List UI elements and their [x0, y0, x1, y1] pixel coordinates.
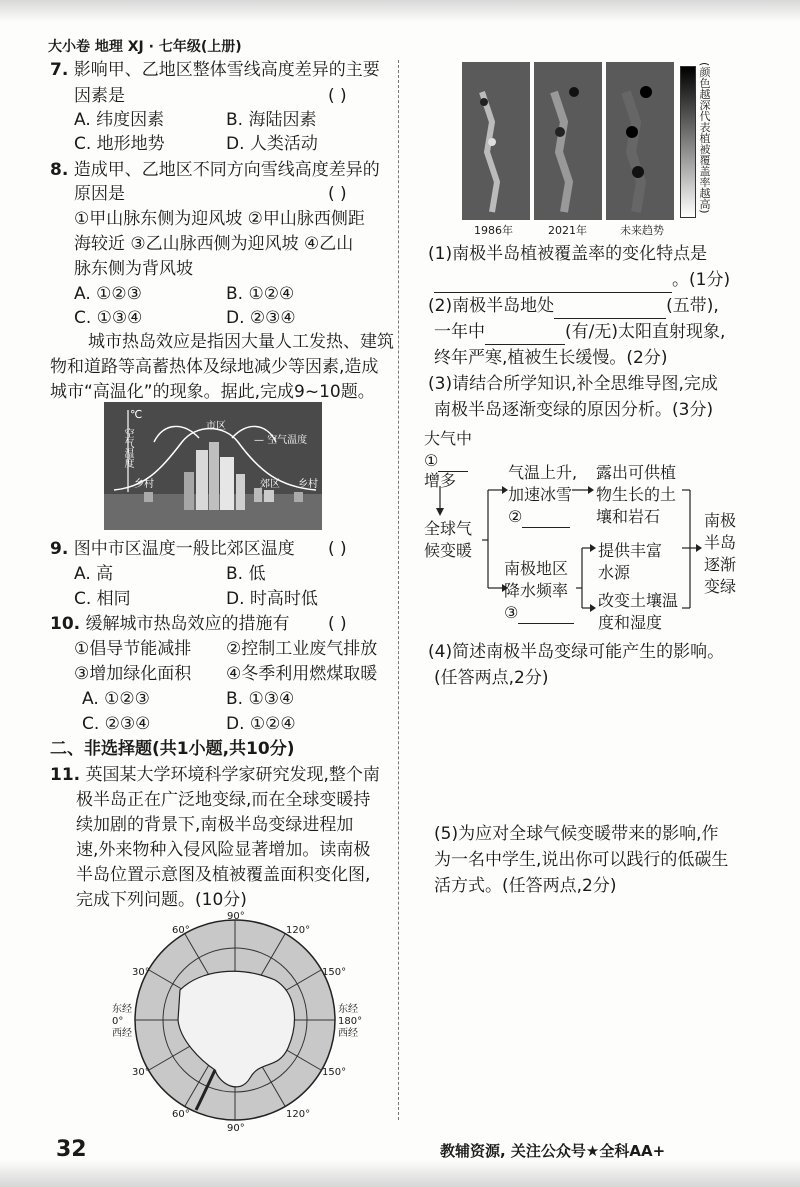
part2-zone-blank[interactable] [554, 300, 666, 319]
q8-option-d[interactable]: D. ②③④ [226, 308, 296, 328]
map-lon-120-bottom-right: 120° [286, 1109, 311, 1120]
q11-part3-line1: (3)请结合所学知识,补全思维导图,完成 [428, 374, 718, 394]
q8-line1: 8. 造成甲、乙地区不同方向雪线高度差异的 [50, 160, 380, 180]
flow-blank-1: ① [424, 450, 468, 472]
flow-answer-blank-2[interactable] [522, 509, 570, 528]
map-lon-30-bottom-left: 30° [132, 1067, 150, 1078]
map-lon-30-left: 30° [132, 967, 150, 978]
map-meridian-180: 东经 180° 西经 [338, 1004, 363, 1039]
q11-part4-line1: (4)简述南极半岛变绿可能产生的影响。 [428, 642, 725, 662]
scan-edge-top [0, 0, 800, 22]
part2-direct-sun-blank[interactable] [485, 326, 565, 345]
q7-option-a[interactable]: A. 纬度因素 [74, 110, 165, 130]
heat-suburb: 郊区 [260, 479, 280, 490]
map-lon-90-top: 90° [227, 911, 245, 922]
scan-edge-bottom [0, 1160, 800, 1187]
q7-line2: 因素是 [74, 86, 125, 106]
q11-line5: 半岛位置示意图及植被覆盖面积变化图, [76, 865, 371, 885]
flow-answer-blank-3[interactable] [518, 605, 574, 624]
q8-statement-2: 海较近 ③乙山脉西侧为迎风坡 ④乙山 [74, 234, 354, 254]
q11-line4: 速,外来物种入侵风险显著增加。读南极 [76, 840, 371, 860]
heat-village-right: 乡村 [298, 479, 318, 490]
q7-option-c[interactable]: C. 地形地势 [74, 134, 165, 154]
flow-soil-change: 改变土壤温 度和湿度 [598, 591, 679, 632]
q11-part5-line2: 为一名中学生,说出你可以践行的低碳生 [434, 850, 729, 870]
heat-legend: — 空气温度 [254, 435, 308, 446]
flow-atmosphere: 大气中 [424, 429, 473, 448]
q8-option-a[interactable]: A. ①②③ [74, 284, 142, 304]
veg-year-future: 未来趋势 [620, 224, 664, 237]
q9-option-b[interactable]: B. 低 [226, 564, 266, 584]
q10-option-a[interactable]: A. ①②③ [82, 689, 150, 709]
q7-option-b[interactable]: B. 海陆因素 [226, 110, 317, 130]
veg-map-1986 [462, 62, 530, 220]
flow-temperature-rise: 气温上升, 加速冰雪 ② [508, 463, 578, 526]
q11-part5-line1: (5)为应对全球气候变暖带来的影响,作 [434, 824, 719, 844]
heat-city-label: 市区 [206, 421, 226, 432]
footer-note: 教辅资源, 关注公众号★全科AA+ [440, 1142, 666, 1160]
q8-option-b[interactable]: B. ①②④ [226, 284, 295, 304]
flow-exposed-soil: 露出可供植 物生长的土 壤和岩石 [596, 463, 677, 526]
q10-option-c[interactable]: C. ②③④ [82, 714, 151, 734]
heat-ylabel: 空气温度 [122, 428, 133, 468]
flow-increase: 增多 [424, 471, 457, 490]
map-lon-60-bottom-left: 60° [172, 1109, 190, 1120]
q11-part3-line2: 南极半岛逐渐变绿的原因分析。(3分) [434, 400, 714, 420]
map-lon-150-bottom-right: 150° [322, 1067, 347, 1078]
section-2-title: 二、非选择题(共1小题,共10分) [50, 739, 295, 759]
q11-part2-line2: 一年中 (有/无)太阳直射现象, [434, 320, 725, 345]
intro-line3: 城市“高温化”的现象。据此,完成9~10题。 [50, 382, 375, 402]
heat-island-figure [104, 402, 322, 530]
q9-option-d[interactable]: D. 时高时低 [226, 589, 318, 609]
map-lon-150-right: 150° [322, 967, 347, 978]
q11-part1-answer: 。(1分) [434, 268, 730, 293]
q10-statement-2: ②控制工业废气排放 [226, 639, 378, 659]
antarctica-map [110, 910, 363, 1130]
part1-answer-blank[interactable] [434, 274, 672, 293]
q11-line6: 完成下列问题。(10分) [76, 890, 247, 910]
veg-map-2021 [534, 62, 602, 220]
q9-answer-paren: ( ) [328, 539, 347, 559]
q8-option-c[interactable]: C. ①③④ [74, 308, 143, 328]
map-lon-90-bottom: 90° [227, 1123, 245, 1134]
q10-option-d[interactable]: D. ①②④ [226, 714, 296, 734]
page-header: 大小卷 地理 XJ · 七年级(上册) [48, 39, 242, 55]
flow-result: 南极 半岛 逐渐 变绿 [704, 511, 737, 596]
q7-option-d[interactable]: D. 人类活动 [226, 134, 318, 154]
q10-statement-1: ①倡导节能减排 [74, 639, 192, 659]
q11-part2-line1: (2)南极半岛地处 (五带), [428, 294, 719, 319]
flow-precipitation: 南极地区 降水频率 ③ [504, 558, 574, 624]
q8-statement-3: 脉东侧为背风坡 [74, 259, 193, 279]
q11-line1: 11. 英国某大学环境科学家研究发现,整个南 [50, 765, 380, 785]
q11-part1: (1)南极半岛植被覆盖率的变化特点是 [428, 244, 708, 264]
q10-statement-3: ③增加绿化面积 [74, 664, 192, 684]
flow-water-source: 提供丰富 水源 [598, 541, 663, 582]
q7-line1: 7. 影响甲、乙地区整体雪线高度差异的主要 [50, 60, 380, 80]
page-number: 32 [56, 1137, 87, 1162]
veg-year-1986: 1986年 [474, 224, 513, 237]
q11-part2-line3: 终年严寒,植被生长缓慢。(2分) [434, 348, 668, 368]
veg-legend-text: (颜色越深代表植被覆盖率越高) [698, 62, 711, 214]
heat-village-left: 乡村 [134, 479, 154, 490]
map-meridian-0: 东经 0° 西经 [112, 1004, 132, 1039]
q10-line1: 10. 缓解城市热岛效应的措施有 [50, 614, 290, 634]
q9-line1: 9. 图中市区温度一般比郊区温度 [50, 539, 295, 559]
map-lon-120-right: 120° [286, 925, 311, 936]
q9-option-c[interactable]: C. 相同 [74, 589, 131, 609]
q9-option-a[interactable]: A. 高 [74, 564, 114, 584]
q10-statement-4: ④冬季利用燃煤取暖 [226, 664, 378, 684]
intro-line2: 物和道路等高蓄热体及绿地减少等因素,造成 [50, 357, 379, 377]
veg-year-2021: 2021年 [548, 224, 587, 237]
veg-map-future [606, 62, 674, 220]
q10-option-b[interactable]: B. ①③④ [226, 689, 295, 709]
q8-statement-1: ①甲山脉东侧为迎风坡 ②甲山脉西侧距 [74, 209, 365, 229]
heat-unit: ℃ [130, 408, 143, 421]
q11-part4-line2: (任答两点,2分) [434, 668, 549, 688]
q11-line2: 极半岛正在广泛地变绿,而在全球变暖持 [76, 790, 371, 810]
column-divider [398, 60, 400, 1120]
map-lon-60-left: 60° [172, 925, 190, 936]
veg-legend-bar [680, 66, 696, 218]
flow-global-warming: 全球气 候变暖 [424, 519, 473, 560]
q10-answer-paren: ( ) [328, 614, 347, 634]
intro-line1: 城市热岛效应是指因大量人工发热、建筑 [88, 332, 394, 352]
q8-line2: 原因是 [74, 184, 125, 204]
q7-answer-paren: ( ) [328, 86, 347, 106]
q8-answer-paren: ( ) [328, 184, 347, 204]
q11-line3: 续加剧的背景下,南极半岛变绿进程加 [76, 815, 354, 835]
q11-part5-line3: 活方式。(任答两点,2分) [434, 876, 617, 896]
